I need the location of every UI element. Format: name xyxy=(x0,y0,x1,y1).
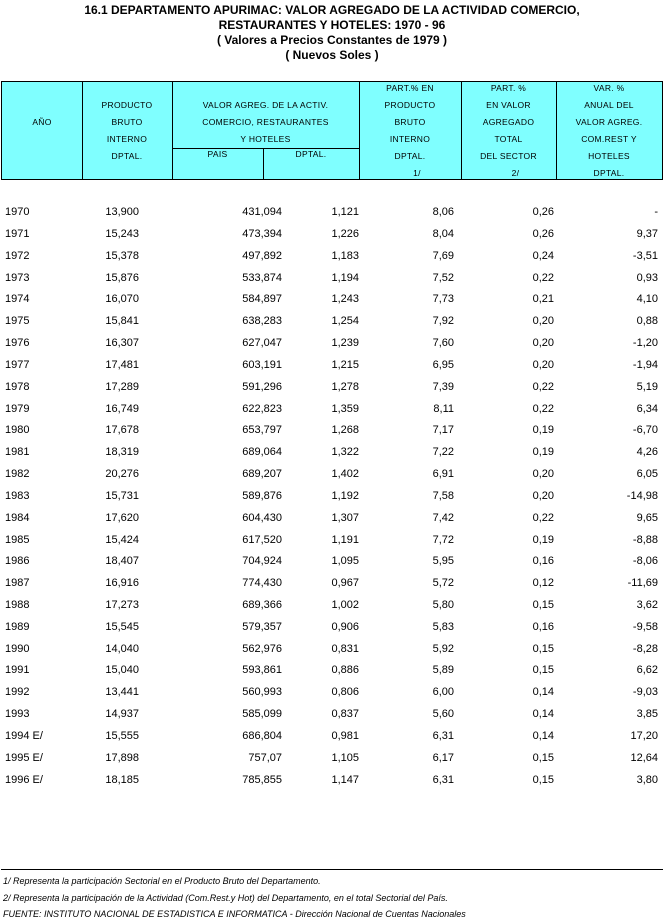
cell-pais: 593,861 xyxy=(242,664,282,677)
cell-part-va: 0,14 xyxy=(532,708,554,721)
cell-dptal: 0,831 xyxy=(331,642,359,655)
cell-part-pbi: 5,95 xyxy=(432,555,454,568)
table-row xyxy=(0,228,664,250)
cell-anio: 1971 xyxy=(5,227,30,240)
cell-anio: 1977 xyxy=(5,358,30,371)
cell-pais: 689,207 xyxy=(242,468,282,480)
cell-dptal: 1,183 xyxy=(331,249,359,262)
header-part-va: PART. % EN VALOR AGREGADO TOTAL DEL SECTOR 2/ xyxy=(480,83,537,178)
cell-part-pbi: 6,31 xyxy=(432,729,454,742)
header-var: VAR. % ANUAL DEL VALOR AGREG. COM.REST Y HOTELES DPTAL. xyxy=(575,83,643,178)
cell-pbi: 16,916 xyxy=(105,577,139,590)
cell-pais: 689,064 xyxy=(242,446,282,459)
cell-pbi: 15,731 xyxy=(105,489,139,502)
cell-part-pbi: 7,92 xyxy=(432,315,454,328)
cell-part-va: 0,19 xyxy=(532,424,554,437)
cell-var: -8,28 xyxy=(632,642,658,655)
table-row xyxy=(0,599,664,621)
cell-anio: 1980 xyxy=(5,424,30,437)
cell-var: 0,88 xyxy=(636,315,658,328)
cell-part-va: 0,16 xyxy=(532,620,554,633)
cell-part-pbi: 5,60 xyxy=(432,708,454,721)
cell-anio: 1991 xyxy=(5,664,30,677)
table-header xyxy=(1,81,663,180)
cell-dptal: 0,981 xyxy=(331,729,359,742)
cell-part-pbi: 7,72 xyxy=(432,533,454,546)
table-row xyxy=(0,446,664,468)
table-row xyxy=(0,686,664,708)
cell-anio: 1975 xyxy=(5,315,30,328)
cell-pais: 560,993 xyxy=(242,686,282,699)
table-row xyxy=(0,468,664,490)
cell-var: 6,05 xyxy=(636,468,658,480)
cell-part-pbi: 7,22 xyxy=(432,446,454,459)
cell-anio: 1986 xyxy=(5,555,30,568)
cell-pais: 533,874 xyxy=(242,271,282,284)
cell-part-pbi: 5,83 xyxy=(432,620,454,633)
cell-part-va: 0,19 xyxy=(532,446,554,459)
cell-pbi: 20,276 xyxy=(105,468,139,480)
cell-part-pbi: 6,17 xyxy=(432,751,454,764)
title-line-4: ( Nuevos Soles ) xyxy=(285,48,379,62)
cell-part-pbi: 7,17 xyxy=(432,424,454,437)
page-title xyxy=(0,3,664,63)
cell-var: 12,64 xyxy=(630,751,658,764)
cell-var: 0,93 xyxy=(636,271,658,284)
title-line-1: 16.1 DEPARTAMENTO APURIMAC: VALOR AGREGADO DE LA ACTIVIDAD COMERCIO, xyxy=(84,3,580,17)
cell-dptal: 0,967 xyxy=(331,577,359,590)
cell-pbi: 17,273 xyxy=(105,598,139,611)
cell-part-va: 0,14 xyxy=(532,686,554,699)
cell-anio: 1992 xyxy=(5,686,30,699)
table-row xyxy=(0,272,664,294)
cell-part-va: 0,26 xyxy=(532,206,554,218)
cell-dptal: 1,254 xyxy=(331,315,359,328)
cell-pais: 585,099 xyxy=(242,708,282,721)
cell-part-va: 0,14 xyxy=(532,729,554,742)
cell-var: -6,70 xyxy=(632,424,658,437)
cell-pais: 704,924 xyxy=(242,555,282,568)
cell-part-pbi: 7,58 xyxy=(432,489,454,502)
cell-var: -14,98 xyxy=(626,489,658,502)
cell-pais: 689,366 xyxy=(242,598,282,611)
table-row xyxy=(0,730,664,752)
cell-dptal: 0,837 xyxy=(331,708,359,721)
cell-var: 3,85 xyxy=(636,708,658,721)
cell-anio: 1995 E/ xyxy=(5,751,43,764)
title-line-2: RESTAURANTES Y HOTELES: 1970 - 96 xyxy=(218,18,446,32)
table-row xyxy=(0,512,664,534)
cell-var: -1,20 xyxy=(632,337,658,349)
table-row xyxy=(0,774,664,796)
cell-anio: 1993 xyxy=(5,708,30,721)
cell-pais: 686,804 xyxy=(242,729,282,742)
cell-part-pbi: 7,39 xyxy=(432,380,454,393)
cell-part-va: 0,20 xyxy=(532,337,554,349)
cell-pbi: 16,070 xyxy=(105,293,139,306)
table-row xyxy=(0,403,664,425)
cell-pais: 603,191 xyxy=(242,358,282,371)
cell-pais: 589,876 xyxy=(242,489,282,502)
cell-var: 3,62 xyxy=(636,598,658,611)
cell-anio: 1981 xyxy=(5,446,30,459)
table-row xyxy=(0,490,664,512)
cell-anio: 1989 xyxy=(5,620,30,633)
cell-part-pbi: 5,80 xyxy=(432,598,454,611)
cell-anio: 1985 xyxy=(5,533,30,546)
table-row xyxy=(0,381,664,403)
header-pbi: PRODUCTO BRUTO INTERNO DPTAL. xyxy=(101,100,153,161)
table-row xyxy=(0,315,664,337)
header-anio: AÑO xyxy=(32,117,52,127)
cell-var: - xyxy=(654,206,658,218)
cell-part-va: 0,15 xyxy=(532,598,554,611)
cell-pbi: 15,424 xyxy=(105,533,139,546)
header-pais: PAIS xyxy=(207,149,228,159)
cell-part-va: 0,22 xyxy=(532,402,554,415)
cell-pais: 627,047 xyxy=(242,337,282,349)
cell-part-pbi: 5,72 xyxy=(432,577,454,590)
cell-pbi: 17,289 xyxy=(105,380,139,393)
cell-part-pbi: 8,04 xyxy=(432,227,454,240)
cell-pais: 774,430 xyxy=(242,577,282,590)
cell-pais: 584,897 xyxy=(242,293,282,306)
table-row xyxy=(0,621,664,643)
table-row xyxy=(0,250,664,272)
cell-pbi: 15,555 xyxy=(105,729,139,742)
cell-anio: 1970 xyxy=(5,206,30,218)
cell-part-va: 0,15 xyxy=(532,773,554,786)
cell-part-pbi: 6,95 xyxy=(432,358,454,371)
header-dptal: DPTAL. xyxy=(295,149,327,159)
cell-part-va: 0,22 xyxy=(532,511,554,524)
cell-dptal: 1,243 xyxy=(331,293,359,306)
footer-rule xyxy=(1,869,663,870)
cell-var: 4,26 xyxy=(636,446,658,459)
cell-pais: 638,283 xyxy=(242,315,282,328)
cell-anio: 1994 E/ xyxy=(5,729,43,742)
cell-pais: 431,094 xyxy=(242,206,282,218)
cell-part-va: 0,20 xyxy=(532,468,554,480)
cell-pbi: 17,481 xyxy=(105,358,139,371)
cell-dptal: 0,886 xyxy=(331,664,359,677)
cell-var: 5,19 xyxy=(636,380,658,393)
cell-anio: 1988 xyxy=(5,598,30,611)
cell-var: -8,88 xyxy=(632,533,658,546)
cell-var: 9,65 xyxy=(636,511,658,524)
cell-var: 4,10 xyxy=(636,293,658,306)
cell-anio: 1982 xyxy=(5,468,30,480)
cell-dptal: 1,105 xyxy=(331,751,359,764)
cell-dptal: 1,402 xyxy=(331,468,359,480)
cell-pbi: 15,545 xyxy=(105,620,139,633)
cell-part-pbi: 7,42 xyxy=(432,511,454,524)
cell-pais: 622,823 xyxy=(242,402,282,415)
cell-dptal: 1,226 xyxy=(331,227,359,240)
cell-dptal: 0,906 xyxy=(331,620,359,633)
cell-pais: 604,430 xyxy=(242,511,282,524)
cell-pbi: 15,040 xyxy=(105,664,139,677)
cell-dptal: 1,121 xyxy=(331,206,359,218)
cell-anio: 1978 xyxy=(5,380,30,393)
cell-dptal: 1,307 xyxy=(331,511,359,524)
cell-anio: 1974 xyxy=(5,293,30,306)
cell-part-pbi: 7,60 xyxy=(432,337,454,349)
cell-dptal: 1,322 xyxy=(331,446,359,459)
cell-pbi: 14,937 xyxy=(105,708,139,721)
cell-part-pbi: 6,91 xyxy=(432,468,454,480)
cell-part-va: 0,21 xyxy=(532,293,554,306)
cell-part-pbi: 5,92 xyxy=(432,642,454,655)
cell-dptal: 1,215 xyxy=(331,358,359,371)
cell-var: -8,06 xyxy=(632,555,658,568)
table-row xyxy=(0,359,664,381)
table-row xyxy=(0,708,664,730)
cell-var: 17,20 xyxy=(630,729,658,742)
cell-pbi: 15,876 xyxy=(105,271,139,284)
cell-dptal: 1,191 xyxy=(331,533,359,546)
header-part-pbi: PART.% EN PRODUCTO BRUTO INTERNO DPTAL. 1/ xyxy=(384,83,436,178)
cell-dptal: 1,239 xyxy=(331,337,359,349)
table-row xyxy=(0,664,664,686)
cell-part-pbi: 5,89 xyxy=(432,664,454,677)
cell-pbi: 15,378 xyxy=(105,249,139,262)
cell-pais: 562,976 xyxy=(242,642,282,655)
cell-pbi: 17,678 xyxy=(105,424,139,437)
cell-part-pbi: 6,00 xyxy=(432,686,454,699)
cell-part-pbi: 7,69 xyxy=(432,249,454,262)
cell-pais: 473,394 xyxy=(242,227,282,240)
header-valor-agregado: VALOR AGREG. DE LA ACTIV. COMERCIO, RESTAURANTES Y HOTELES xyxy=(202,100,329,144)
cell-dptal: 1,268 xyxy=(331,424,359,437)
table-row xyxy=(0,424,664,446)
cell-part-pbi: 8,11 xyxy=(433,402,454,415)
cell-anio: 1976 xyxy=(5,337,30,349)
cell-pbi: 16,307 xyxy=(105,337,139,349)
footnote-2: 2/ Representa la participación de la Actividad (Com.Rest.y Hot) del Departamento, en el total Sectorial del País. xyxy=(3,893,448,903)
cell-var: -3,51 xyxy=(632,249,658,262)
cell-var: 6,62 xyxy=(636,664,658,677)
cell-var: -9,03 xyxy=(632,686,658,699)
cell-part-pbi: 8,06 xyxy=(432,206,454,218)
cell-part-va: 0,22 xyxy=(532,271,554,284)
cell-part-pbi: 6,31 xyxy=(432,773,454,786)
cell-var: -9,58 xyxy=(632,620,658,633)
cell-part-va: 0,24 xyxy=(532,249,554,262)
cell-pbi: 16,749 xyxy=(105,402,139,415)
cell-part-va: 0,20 xyxy=(532,489,554,502)
cell-dptal: 0,806 xyxy=(331,686,359,699)
cell-part-va: 0,20 xyxy=(532,315,554,328)
cell-dptal: 1,359 xyxy=(331,402,359,415)
cell-anio: 1979 xyxy=(5,402,30,415)
title-line-3: ( Valores a Precios Constantes de 1979 ) xyxy=(216,33,448,47)
cell-anio: 1987 xyxy=(5,577,30,590)
cell-dptal: 1,095 xyxy=(331,555,359,568)
table-row xyxy=(0,577,664,599)
table-row xyxy=(0,293,664,315)
cell-var: -11,69 xyxy=(627,577,658,590)
cell-anio: 1973 xyxy=(5,271,30,284)
cell-anio: 1983 xyxy=(5,489,30,502)
cell-part-pbi: 7,73 xyxy=(432,293,454,306)
cell-pbi: 17,620 xyxy=(105,511,139,524)
cell-pbi: 13,441 xyxy=(105,686,139,699)
cell-dptal: 1,192 xyxy=(331,489,359,502)
cell-dptal: 1,002 xyxy=(331,598,359,611)
table-row xyxy=(0,752,664,774)
cell-pais: 579,357 xyxy=(242,620,282,633)
table-row xyxy=(0,643,664,665)
cell-part-va: 0,20 xyxy=(532,358,554,371)
cell-part-va: 0,15 xyxy=(532,664,554,677)
cell-pbi: 15,243 xyxy=(105,227,139,240)
table-row xyxy=(0,206,664,228)
cell-var: 3,80 xyxy=(636,773,658,786)
cell-anio: 1972 xyxy=(5,249,30,262)
cell-part-va: 0,22 xyxy=(532,380,554,393)
table-row xyxy=(0,534,664,556)
table-row xyxy=(0,337,664,359)
source-note: FUENTE: INSTITUTO NACIONAL DE ESTADISTICA E INFORMATICA - Dirección Nacional de Cuentas Nacionales xyxy=(3,909,466,919)
cell-part-va: 0,12 xyxy=(532,577,554,590)
cell-part-va: 0,19 xyxy=(532,533,554,546)
cell-pais: 617,520 xyxy=(242,533,282,546)
cell-dptal: 1,194 xyxy=(331,271,359,284)
cell-pbi: 14,040 xyxy=(105,642,139,655)
cell-pbi: 18,319 xyxy=(105,446,139,459)
cell-anio: 1990 xyxy=(5,642,30,655)
cell-part-va: 0,16 xyxy=(532,555,554,568)
cell-pais: 757,07 xyxy=(248,751,282,764)
cell-dptal: 1,278 xyxy=(331,380,359,393)
cell-pbi: 15,841 xyxy=(105,315,139,328)
cell-anio: 1984 xyxy=(5,511,30,524)
cell-pbi: 17,898 xyxy=(105,751,139,764)
table-row xyxy=(0,555,664,577)
cell-var: -1,94 xyxy=(632,358,658,371)
cell-pais: 785,855 xyxy=(242,773,282,786)
cell-var: 6,34 xyxy=(636,402,658,415)
cell-pais: 497,892 xyxy=(242,249,282,262)
cell-pbi: 18,185 xyxy=(105,773,139,786)
cell-pais: 653,797 xyxy=(242,424,282,437)
footnote-1: 1/ Representa la participación Sectorial en el Producto Bruto del Departamento. xyxy=(3,876,321,886)
cell-var: 9,37 xyxy=(636,227,658,240)
cell-part-va: 0,26 xyxy=(532,227,554,240)
cell-pbi: 18,407 xyxy=(105,555,139,568)
cell-dptal: 1,147 xyxy=(331,773,359,786)
cell-anio: 1996 E/ xyxy=(5,773,43,786)
cell-pais: 591,296 xyxy=(242,380,282,393)
cell-part-pbi: 7,52 xyxy=(432,271,454,284)
cell-pbi: 13,900 xyxy=(105,206,139,218)
cell-part-va: 0,15 xyxy=(532,642,554,655)
cell-part-va: 0,15 xyxy=(532,751,554,764)
